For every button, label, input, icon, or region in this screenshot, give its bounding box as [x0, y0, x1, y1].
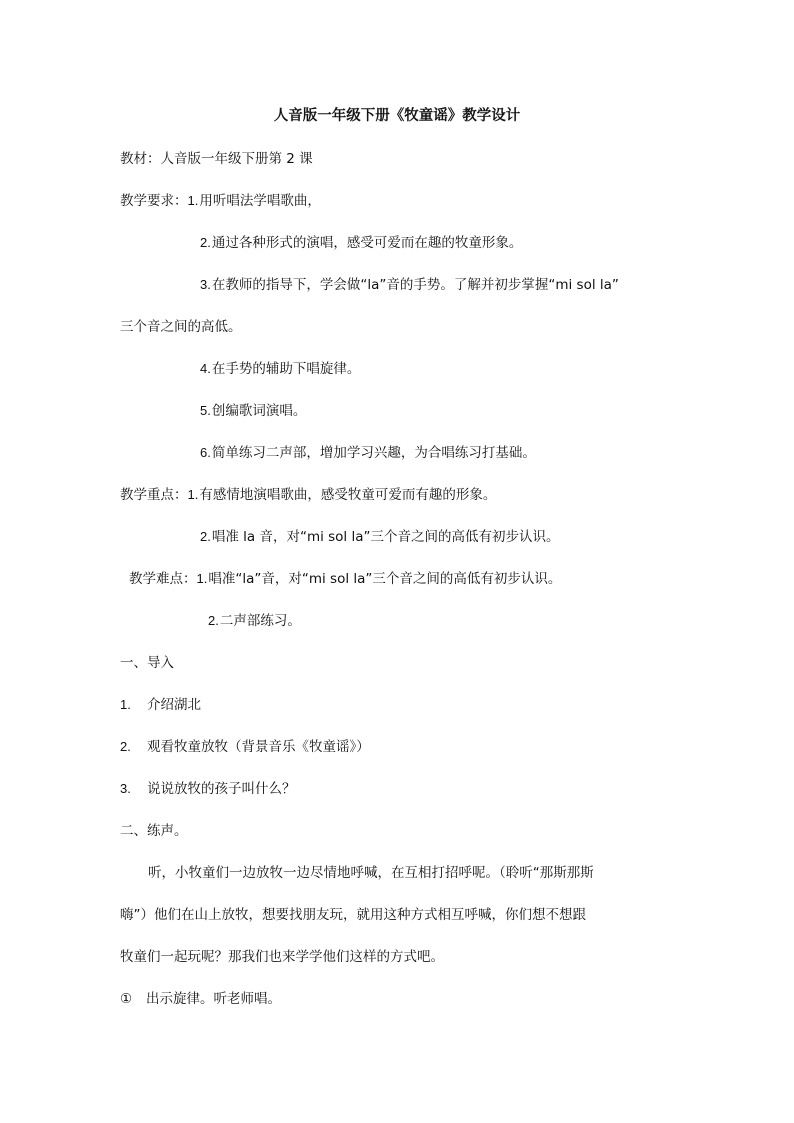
paragraph-line: 听，小牧童们一边放牧一边尽情地呼喊，在互相打招呼呢。（聆听“那斯那斯: [148, 865, 594, 881]
requirement-number: 5.: [200, 403, 211, 418]
intro-item-number: 3.: [120, 781, 131, 796]
requirements-row-1: [120, 191, 321, 211]
key-point-text: 唱准 la 音，对“mi sol la”三个音之间的高低有初步认识。: [211, 529, 560, 545]
document-title: 人音版一年级下册《牧童谣》教学设计: [273, 108, 521, 124]
requirement-text: 用听唱法学唱歌曲，: [199, 193, 321, 209]
step-text: 出示旋律。听老师唱。: [146, 991, 281, 1007]
intro-list-item: [120, 695, 201, 715]
intro-item-text: 观看牧童放牧（背景音乐《牧童谣》）: [147, 739, 370, 755]
requirement-item: [200, 275, 619, 295]
requirements-label: 教学要求：: [120, 193, 188, 209]
paragraph-line: 牧童们一起玩呢？那我们也来学学他们这样的方式吧。: [120, 949, 444, 965]
difficulty-text: 二声部练习。: [219, 613, 301, 629]
intro-item-text: 介绍湖北: [147, 697, 201, 713]
step-item: [120, 989, 281, 1009]
requirement-text: 在手势的辅助下唱旋律。: [211, 361, 361, 377]
intro-item-text: 说说放牧的孩子叫什么？: [147, 781, 296, 797]
difficulties-row-1: [129, 569, 561, 589]
key-point-number: 1.: [187, 487, 199, 502]
section-heading-intro: 一、导入: [120, 655, 174, 671]
requirement-text: 在教师的指导下，学会做“la”音的手势。了解并初步掌握“mi sol la”: [211, 277, 619, 293]
requirement-text: 简单练习二声部，增加学习兴趣，为合唱练习打基础。: [211, 445, 536, 461]
requirement-text: 创编歌词演唱。: [211, 403, 307, 419]
requirement-number: 4.: [200, 361, 211, 376]
difficulties-label: 教学难点：: [129, 571, 197, 587]
difficulty-number: 2.: [208, 613, 219, 628]
key-points-row-1: [120, 485, 496, 505]
requirement-continuation: 三个音之间的高低。: [120, 319, 242, 335]
intro-item-number: 2.: [120, 739, 131, 754]
intro-list-item: [120, 779, 296, 799]
circled-number-one: ①: [120, 991, 133, 1007]
requirement-number: 3.: [200, 277, 211, 292]
paragraph-line: 嗨”）他们在山上放牧，想要找朋友玩，就用这种方式相互呼喊，你们想不想跟: [120, 907, 586, 923]
intro-list-item: [120, 737, 370, 757]
textbook-line: 教材：人音版一年级下册第 2 课: [120, 151, 313, 167]
key-points-label: 教学重点：: [120, 487, 188, 503]
key-point-number: 2.: [200, 529, 211, 544]
requirement-number: 1.: [187, 193, 199, 208]
requirement-item: [200, 443, 536, 463]
difficulty-text: 唱准“la”音，对“mi sol la”三个音之间的高低有初步认识。: [208, 571, 562, 587]
intro-item-number: 1.: [120, 697, 131, 712]
key-point-text: 有感情地演唱歌曲，感受牧童可爱而有趣的形象。: [199, 487, 497, 503]
requirement-number: 6.: [200, 445, 211, 460]
requirement-item: [200, 401, 306, 421]
section-heading-vocalize: 二、练声。: [120, 823, 188, 839]
requirement-item: [200, 359, 360, 379]
requirement-item: [200, 233, 522, 253]
difficulty-number: 1.: [196, 571, 208, 586]
requirement-number: 2.: [200, 235, 211, 250]
key-point-item: [200, 527, 560, 547]
difficulty-item: [208, 611, 301, 631]
requirement-text: 通过各种形式的演唱，感受可爱而在趣的牧童形象。: [211, 235, 523, 251]
